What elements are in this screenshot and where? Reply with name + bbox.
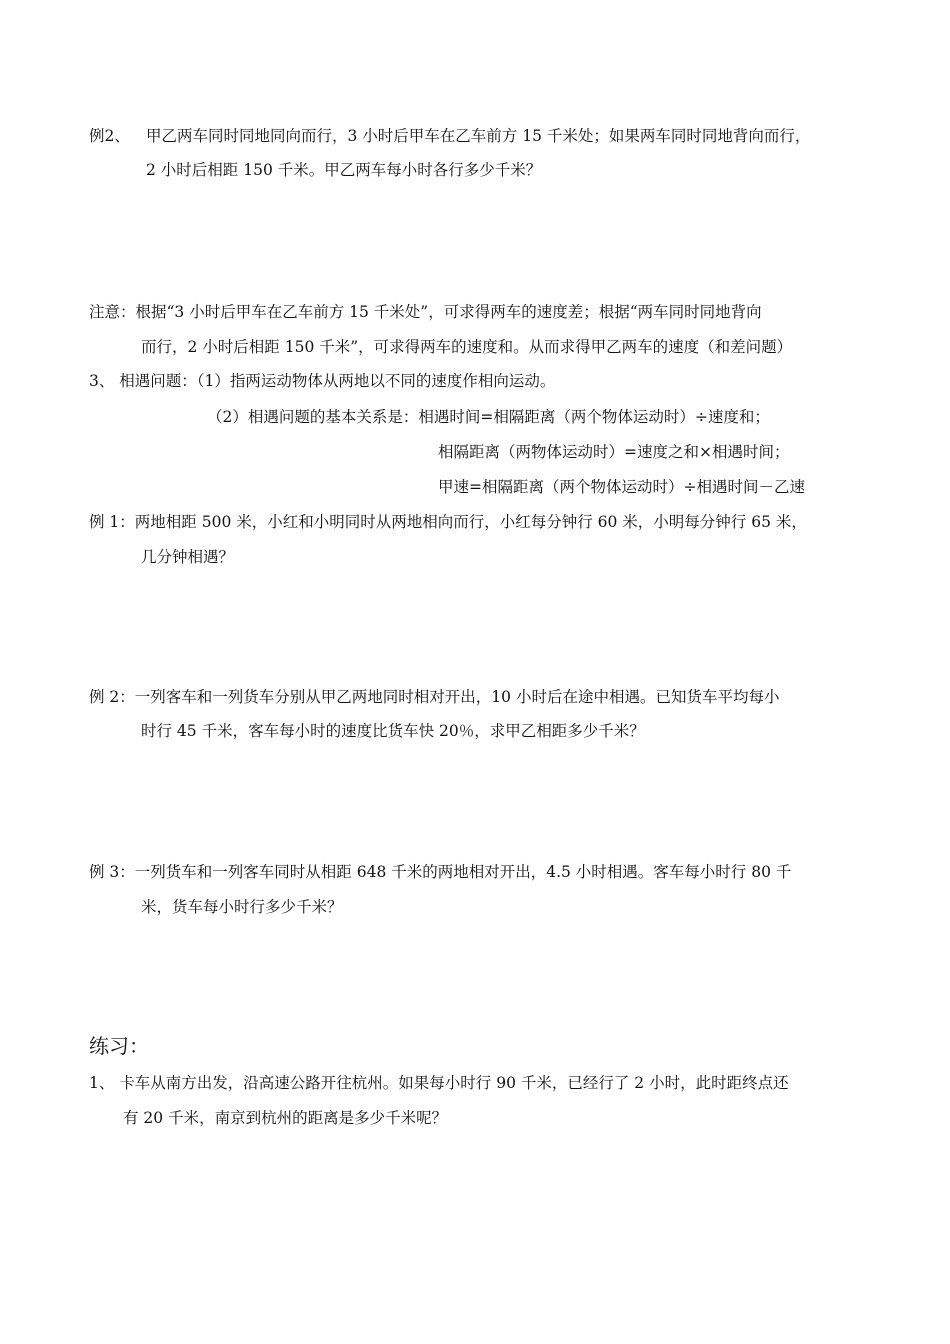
example1-line-2: 几分钟相遇？: [141, 548, 235, 566]
example2-line-1: 甲乙两车同时同地同向而行，3 小时后甲车在乙车前方 15 千米处；如果两车同时同地背向而行，: [146, 127, 811, 145]
example1-line-1: 例 1：两地相距 500 米，小红和小明同时从两地相向而行，小红每分钟行 60 米，小明每分钟行 65 米，: [89, 513, 807, 531]
example3-line-2: 米，货车每小时行多少千米？: [141, 898, 343, 916]
example2-label: 例2、: [89, 127, 130, 145]
section3-relation-3: 甲速=相隔距离（两个物体运动时）÷相遇时间－乙速: [438, 478, 805, 496]
example2b-line-2: 时行 45 千米，客车每小时的速度比货车快 20％，求甲乙相距多少千米？: [141, 722, 645, 740]
example2-line-2: 2 小时后相距 150 千米。甲乙两车每小时各行多少千米？: [146, 161, 542, 179]
section3-relation-1: （2）相遇问题的基本关系是：相遇时间=相隔距离（两个物体运动时）÷速度和；: [207, 408, 770, 426]
note-line-2: 而行，2 小时后相距 150 千米”，可求得两车的速度和。从而求得甲乙两车的速度（和差问题）: [141, 338, 793, 356]
section3-title: 3、 相遇问题：（1）指两运动物体从两地以不同的速度作相向运动。: [89, 372, 556, 390]
note-line-1: 注意：根据“3 小时后甲车在乙车前方 15 千米处”，可求得两车的速度差；根据“两车同时同地背向: [89, 303, 762, 321]
practice-heading: 练习：: [89, 1034, 149, 1058]
practice-q1-line-2: 有 20 千米，南京到杭州的距离是多少千米呢？: [123, 1109, 448, 1127]
example3-line-1: 例 3：一列货车和一列客车同时从相距 648 千米的两地相对开出，4.5 小时相遇。客车每小时行 80 千: [89, 863, 792, 881]
example2b-line-1: 例 2：一列客车和一列货车分别从甲乙两地同时相对开出，10 小时后在途中相遇。已知货车平均每小: [89, 688, 780, 706]
practice-q1-line-1: 1、 卡车从南方出发，沿高速公路开往杭州。如果每小时行 90 千米，已经行了 2 小时，此时距终点还: [89, 1074, 789, 1092]
section3-relation-2: 相隔距离（两物体运动时）=速度之和×相遇时间；: [438, 443, 790, 461]
